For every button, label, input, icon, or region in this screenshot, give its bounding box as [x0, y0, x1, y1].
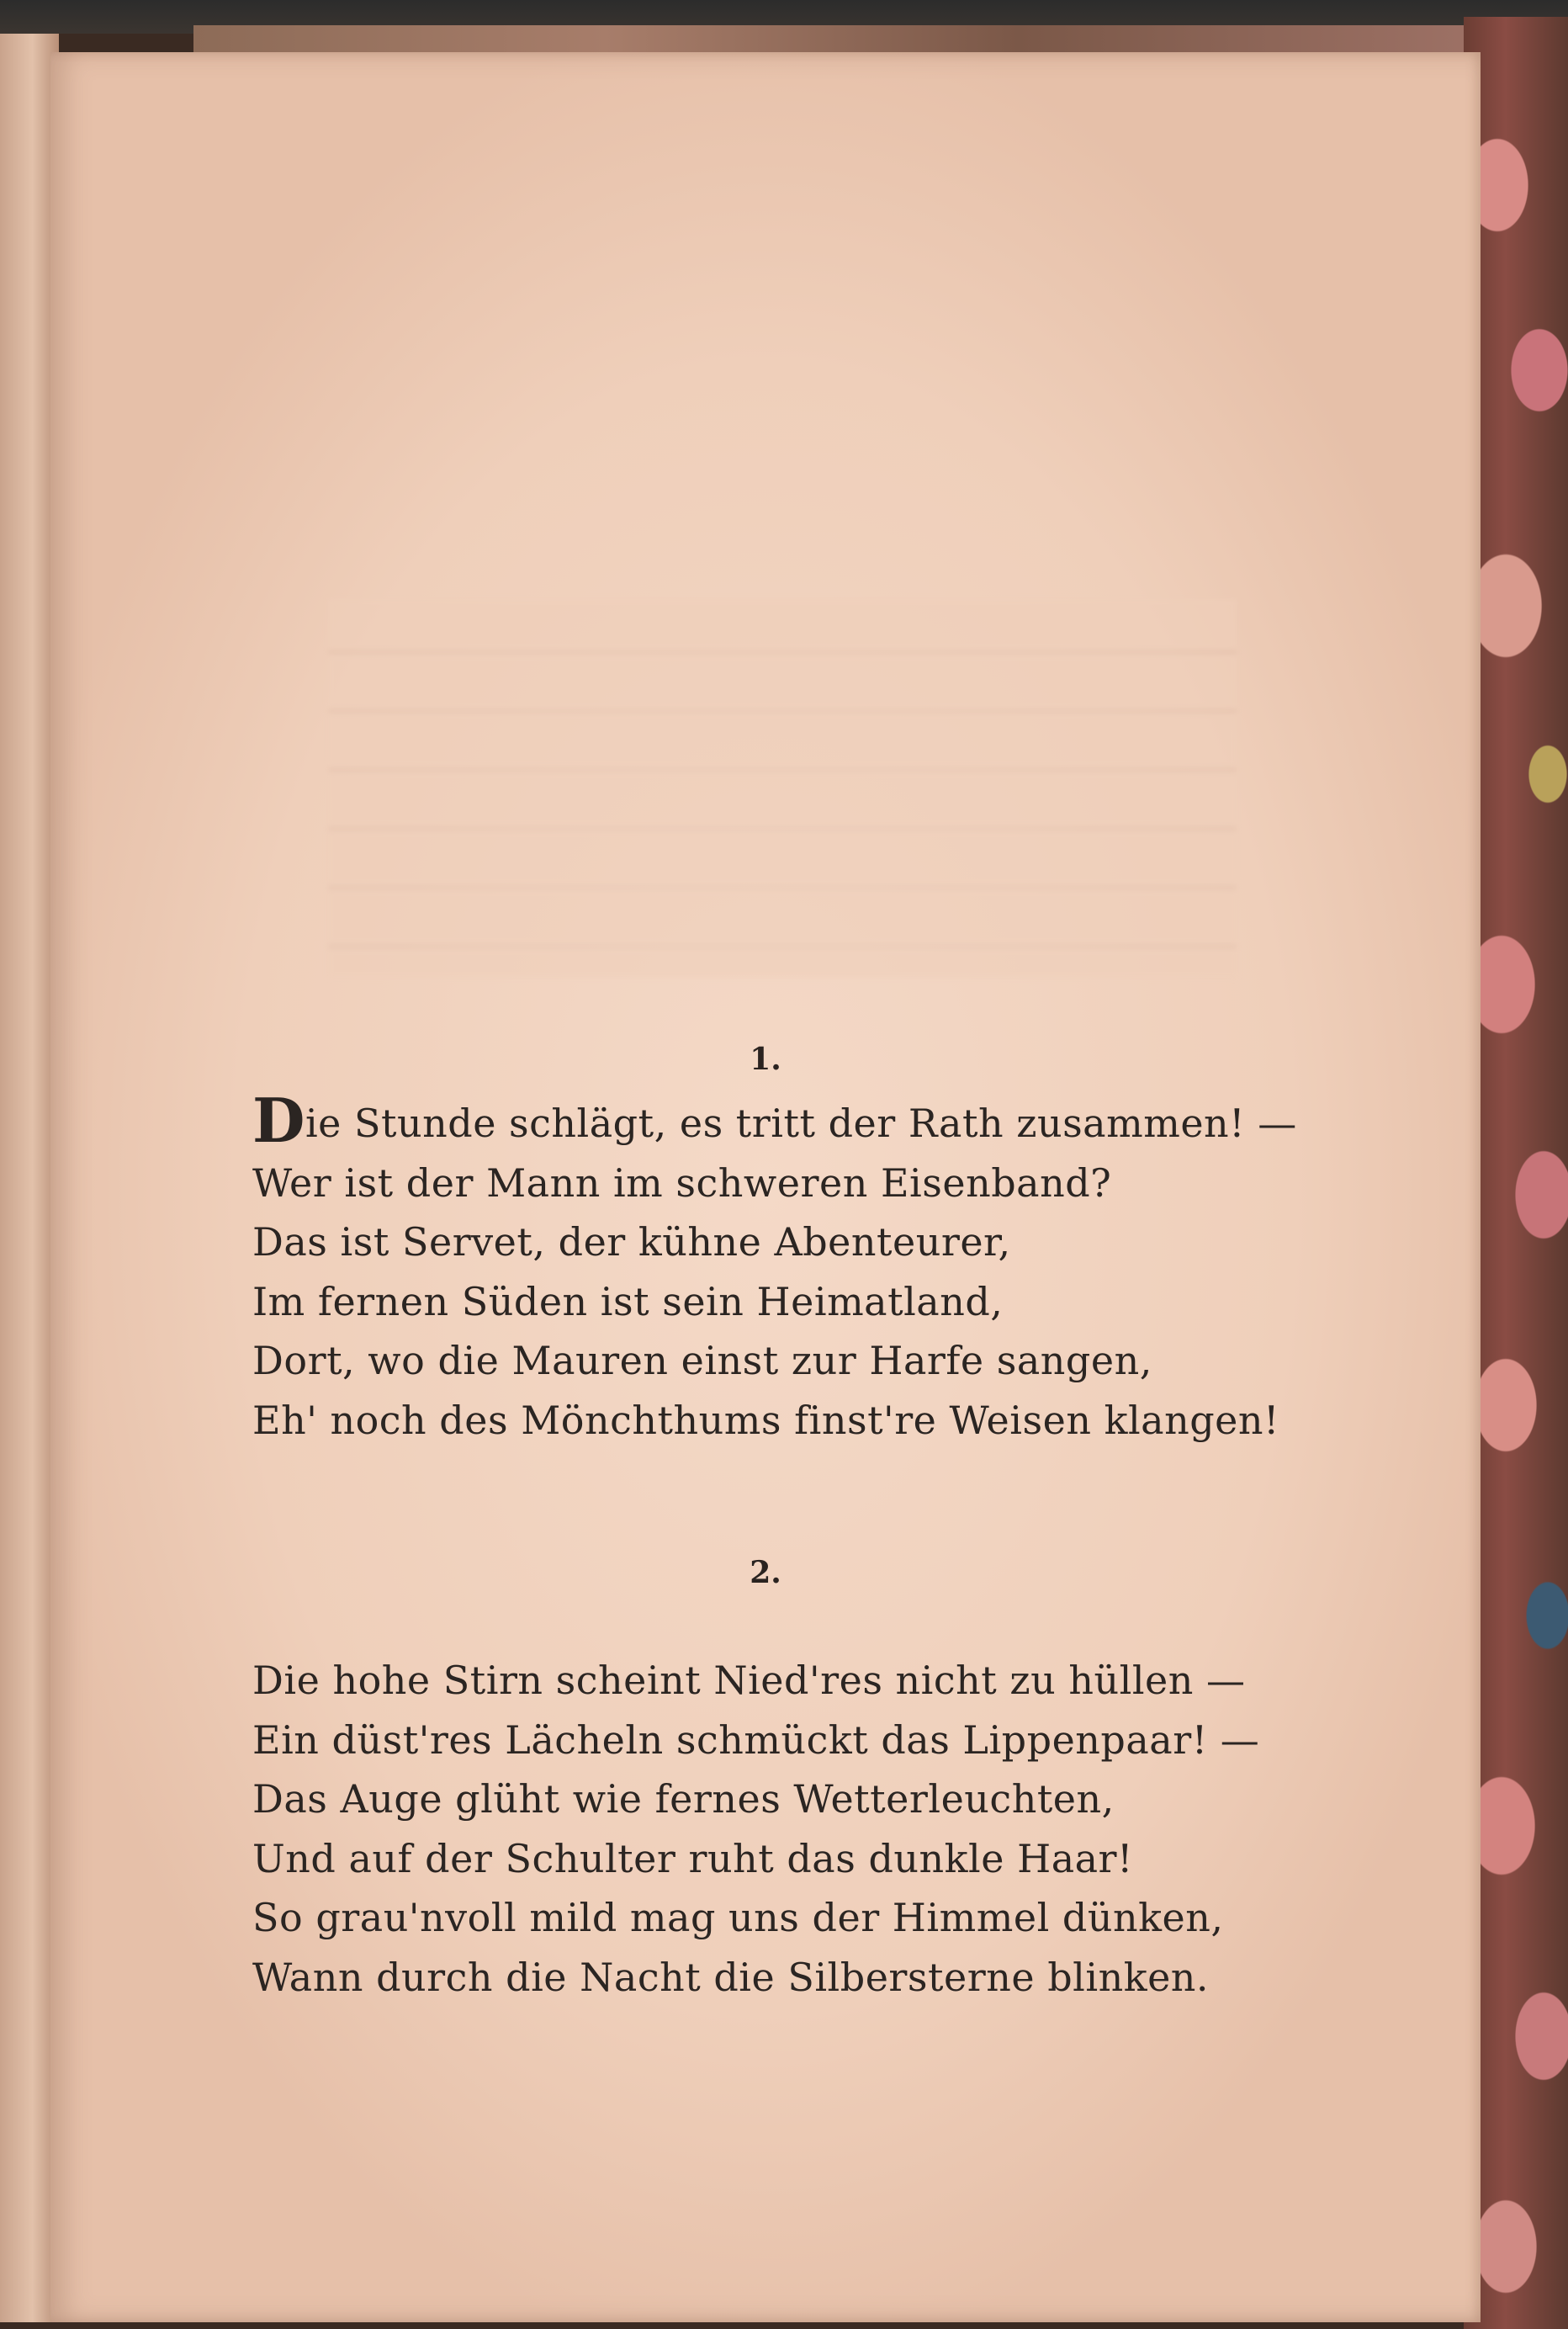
stanza-1: [252, 1085, 1346, 1451]
stanza-line: Wer ist der Mann im schweren Eisenband?: [252, 1159, 1112, 1206]
stanza-line: Ein düst'res Lächeln schmückt das Lippenpaar! —: [252, 1716, 1260, 1763]
stanza-number-1: 1.: [750, 1042, 781, 1077]
show-through-text: [328, 599, 1237, 978]
stanza-line: Wann durch die Nacht die Silbersterne blinken.: [252, 1954, 1210, 2000]
drop-cap: D: [252, 1085, 305, 1156]
stanza-line: Im fernen Süden ist sein Heimatland,: [252, 1278, 1004, 1324]
stanza-line: So grau'nvoll mild mag uns der Himmel dünken,: [252, 1895, 1224, 1941]
stanza-line: Das Auge glüht wie fernes Wetterleuchten,: [252, 1776, 1115, 1822]
stanza-line: Eh' noch des Mönchthums finst're Weisen klangen!: [252, 1397, 1279, 1443]
book-page: [50, 52, 1481, 2322]
stanza-line: Die hohe Stirn scheint Nied'res nicht zu hüllen —: [252, 1658, 1246, 1703]
stanza-number-2: 2.: [750, 1555, 781, 1590]
stanza-line: Und auf der Schulter ruht das dunkle Haar!: [252, 1835, 1134, 1881]
stanza-line: Die Stunde schlägt, es tritt der Rath zusammen! —: [252, 1085, 1297, 1156]
stanza-line: Dort, wo die Mauren einst zur Harfe sangen,: [252, 1338, 1152, 1384]
stanza-line: Das ist Servet, der kühne Abenteurer,: [252, 1219, 1011, 1265]
stanza-2: [252, 1651, 1346, 2008]
